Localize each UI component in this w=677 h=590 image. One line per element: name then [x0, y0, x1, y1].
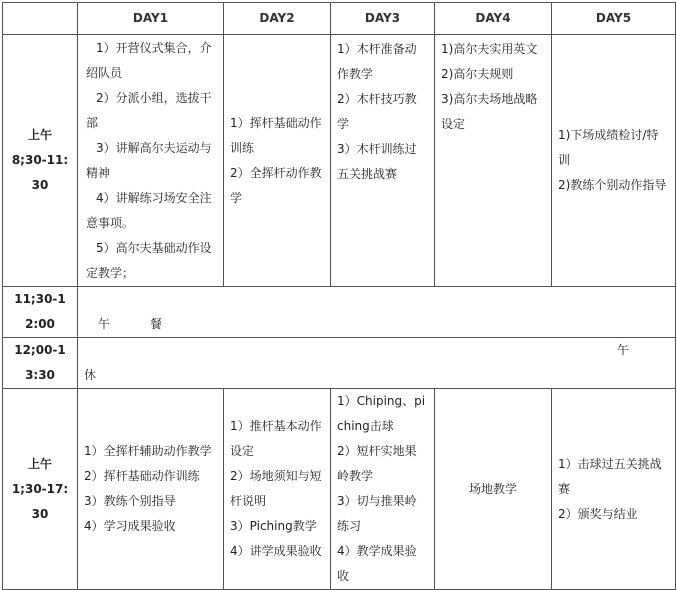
- day-header: DAY3: [331, 3, 435, 35]
- morning-day5: [552, 35, 676, 287]
- list-item: 2）短杆实地果岭教学: [337, 444, 417, 483]
- rest-row: [3, 338, 676, 389]
- list-item: 2)高尔夫规则: [441, 67, 514, 81]
- rest-time-cell: [3, 338, 78, 389]
- list-item: 1）木杆准备动作教学: [337, 42, 417, 81]
- list-item: 3)高尔夫场地战略设定: [441, 92, 538, 131]
- afternoon-label: 上午: [27, 456, 52, 471]
- schedule-table: [2, 2, 676, 590]
- morning-row: [3, 35, 676, 287]
- list-item: 1）推杆基本动作设定: [230, 419, 322, 458]
- list-item: 5）高尔夫基础动作设定教学；: [86, 240, 212, 280]
- afternoon-day3: [331, 389, 435, 590]
- afternoon-time: 1;30-17:: [11, 481, 69, 496]
- rest-text-b: 休: [84, 368, 97, 382]
- lunch-cell: [78, 287, 676, 338]
- list-item: 2)教练个别动作指导: [558, 178, 667, 192]
- morning-day3: [331, 35, 435, 287]
- list-item: 3）教练个别指导: [84, 494, 176, 508]
- header-row: [3, 3, 676, 35]
- corner-cell: [3, 3, 78, 35]
- list-item: 1)下场成绩检讨/特训: [558, 128, 659, 167]
- list-item: 2）全挥杆动作教学: [230, 165, 322, 205]
- day-header: DAY1: [78, 3, 224, 35]
- list-item: 3）Piching教学: [230, 519, 317, 533]
- list-item: 2）场地须知与短杆说明: [230, 469, 322, 508]
- afternoon-day5: [552, 389, 676, 590]
- morning-time-end: 30: [31, 178, 49, 192]
- lunch-time-end: 2:00: [25, 317, 55, 331]
- list-item: 1）击球过五关挑战赛: [558, 456, 662, 496]
- rest-time-end: 3:30: [25, 368, 55, 382]
- rest-time: 12;00-1: [14, 343, 66, 357]
- list-item: 2）颁奖与结业: [558, 506, 638, 521]
- list-item: 3）木杆训练过五关挑战赛: [337, 142, 417, 181]
- morning-day1: [78, 35, 224, 287]
- list-item: 1）Chiping、piching击球: [337, 394, 426, 433]
- afternoon-day4: 场地教学: [435, 389, 552, 590]
- afternoon-row: [3, 389, 676, 590]
- list-item: 2）木杆技巧教学: [337, 92, 417, 131]
- lunch-time-cell: [3, 287, 78, 338]
- lunch-time: 11;30-1: [14, 292, 66, 306]
- rest-cell: [78, 338, 676, 389]
- morning-day2: [224, 35, 331, 287]
- lunch-text-b: 餐: [149, 317, 162, 331]
- list-item: 1）全挥杆辅助动作教学: [84, 444, 212, 458]
- list-item: 2）挥杆基础动作训练: [84, 469, 200, 483]
- list-item: 2）分派小组，选拔干部: [86, 90, 212, 130]
- list-item: 4）讲解练习场安全注意事项。: [86, 190, 212, 230]
- list-item: 4）讲学成果验收: [230, 544, 322, 558]
- afternoon-day2: [224, 389, 331, 590]
- list-item: 1)高尔夫实用英文: [441, 42, 538, 56]
- list-item: 3）切与推果岭练习: [337, 494, 417, 533]
- day-header: DAY4: [435, 3, 552, 35]
- list-item: 4）学习成果验收: [84, 519, 176, 533]
- afternoon-time-cell: [3, 389, 78, 590]
- afternoon-day1: [78, 389, 224, 590]
- rest-text-a: 午: [616, 343, 629, 357]
- morning-label: 上午: [27, 128, 52, 142]
- lunch-text-a: 午: [98, 317, 111, 331]
- morning-time-cell: [3, 35, 78, 287]
- list-item: 1）开营仪式集合，介绍队员: [86, 40, 212, 80]
- list-item: 1）挥杆基础动作训练: [230, 115, 322, 155]
- day-header: DAY5: [552, 3, 676, 35]
- list-item: 3）讲解高尔夫运动与精神: [86, 140, 212, 180]
- list-item: 4）教学成果验收: [337, 544, 417, 583]
- afternoon-time-end: 30: [31, 506, 49, 521]
- lunch-row: [3, 287, 676, 338]
- day-header: DAY2: [224, 3, 331, 35]
- morning-day4: [435, 35, 552, 287]
- morning-time: 8;30-11:: [11, 153, 69, 167]
